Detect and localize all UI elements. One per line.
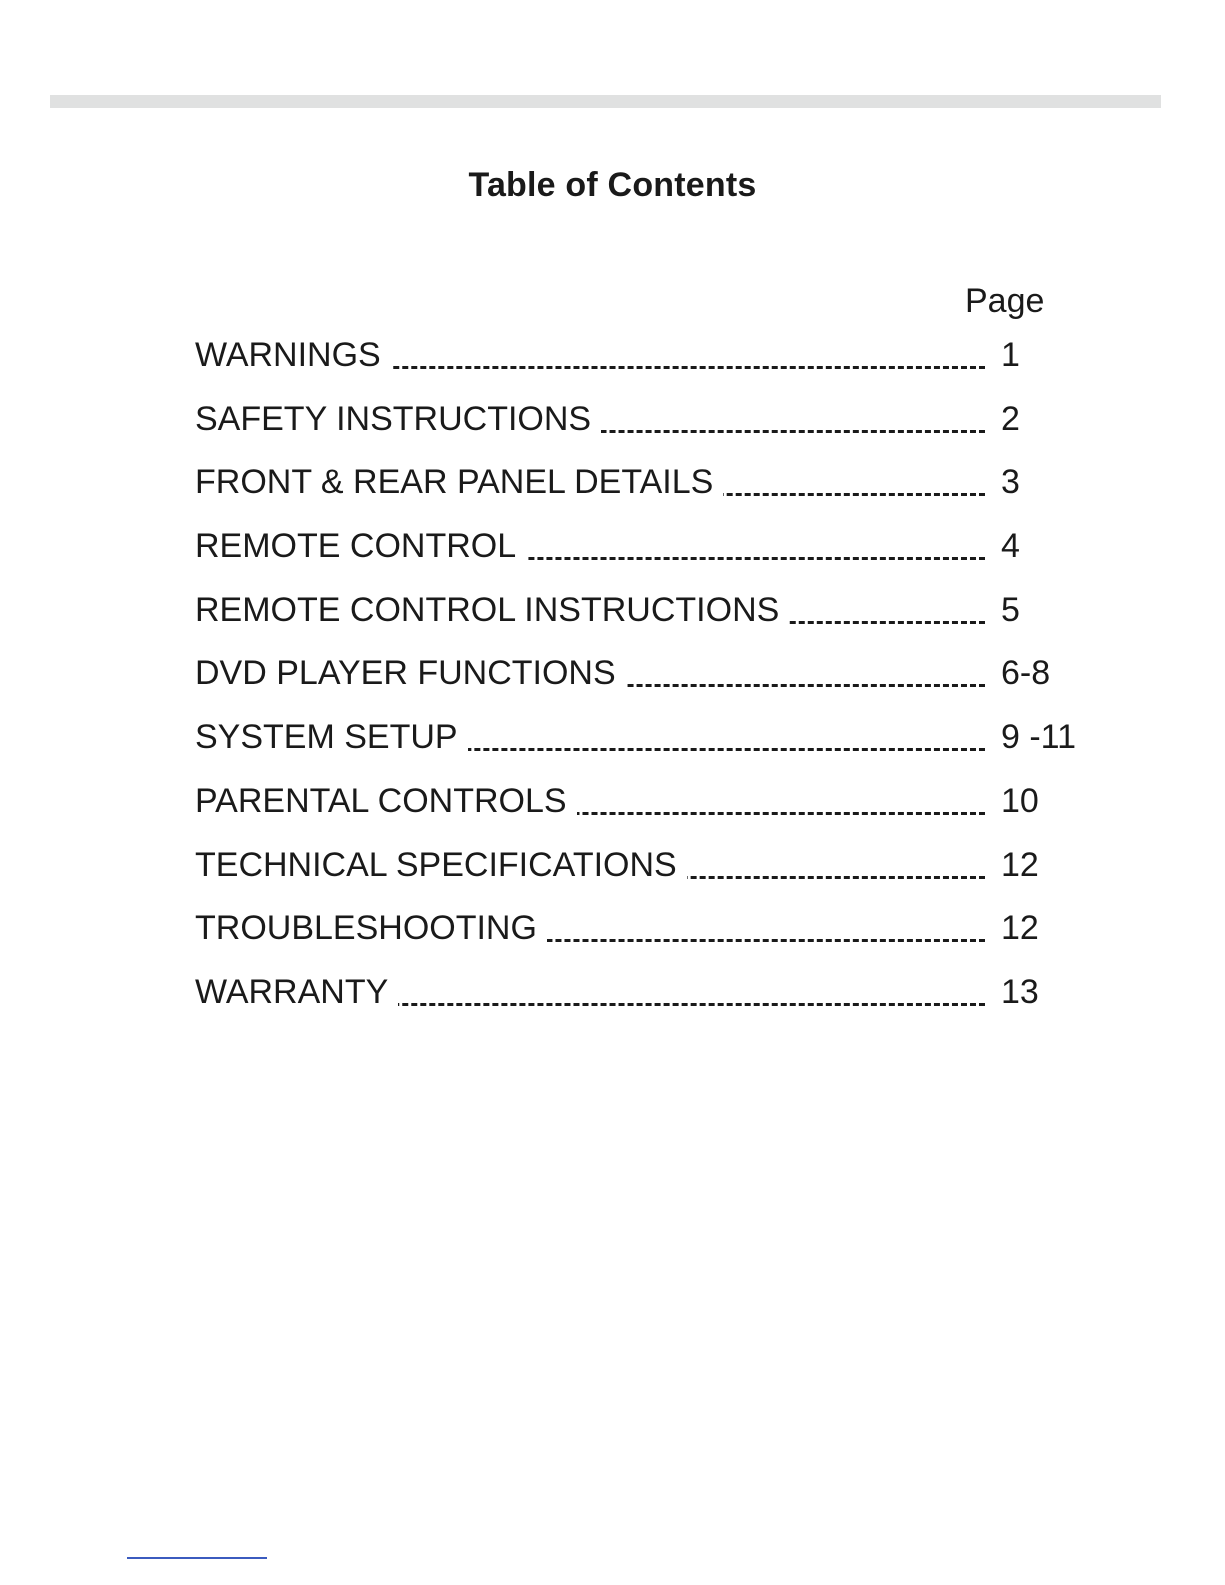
toc-entry-parental-controls[interactable] — [195, 776, 1075, 840]
toc-entry-label: WARRANTY — [195, 973, 398, 1012]
toc-entry-page: 4 — [1001, 527, 1020, 566]
toc-entry-label: REMOTE CONTROL — [195, 527, 526, 566]
header-bar — [50, 95, 1161, 108]
toc-entry-label: DVD PLAYER FUNCTIONS — [195, 654, 626, 693]
toc-entry-front-rear-panel[interactable] — [195, 457, 1075, 521]
toc-entry-label: SYSTEM SETUP — [195, 718, 468, 757]
toc-entry-page: 5 — [1001, 590, 1020, 629]
toc-entry-label: SAFETY INSTRUCTIONS — [195, 400, 601, 439]
toc-entry-remote-control-instructions[interactable] — [195, 585, 1075, 649]
toc-entry-label: REMOTE CONTROL INSTRUCTIONS — [195, 591, 789, 630]
toc-entry-remote-control[interactable] — [195, 521, 1075, 585]
toc-entry-page: 9 -11 — [1001, 718, 1076, 757]
toc-entry-warranty[interactable] — [195, 967, 1075, 1031]
toc-entry-page: 10 — [1001, 781, 1039, 820]
toc-entry-page: 1 — [1001, 336, 1020, 374]
toc-entry-page: 3 — [1001, 463, 1020, 502]
toc-entry-technical-specifications[interactable] — [195, 840, 1075, 904]
toc-entry-page: 13 — [1001, 972, 1039, 1011]
toc-entry-label: WARNINGS — [195, 336, 391, 375]
footer-rule — [127, 1557, 267, 1559]
toc-entry-label: TECHNICAL SPECIFICATIONS — [195, 846, 687, 885]
toc-entry-label: FRONT & REAR PANEL DETAILS — [195, 463, 723, 502]
toc-entry-system-setup[interactable] — [195, 712, 1075, 776]
toc-entry-dvd-player-functions[interactable] — [195, 648, 1075, 712]
toc-entry-page: 6-8 — [1001, 654, 1051, 693]
page-title: Table of Contents — [468, 166, 757, 204]
page-column-header: Page — [965, 282, 1045, 320]
toc-entry-label: TROUBLESHOOTING — [195, 909, 547, 948]
toc-entry-troubleshooting[interactable] — [195, 903, 1075, 967]
toc-entry-page: 2 — [1001, 399, 1020, 438]
toc-entry-page: 12 — [1001, 845, 1039, 884]
toc-entry-safety-instructions[interactable] — [195, 394, 1075, 458]
toc-entry-label: PARENTAL CONTROLS — [195, 782, 577, 821]
table-of-contents — [195, 330, 1075, 1031]
toc-entry-page: 12 — [1001, 909, 1039, 948]
toc-entry-warnings[interactable] — [195, 330, 1075, 394]
